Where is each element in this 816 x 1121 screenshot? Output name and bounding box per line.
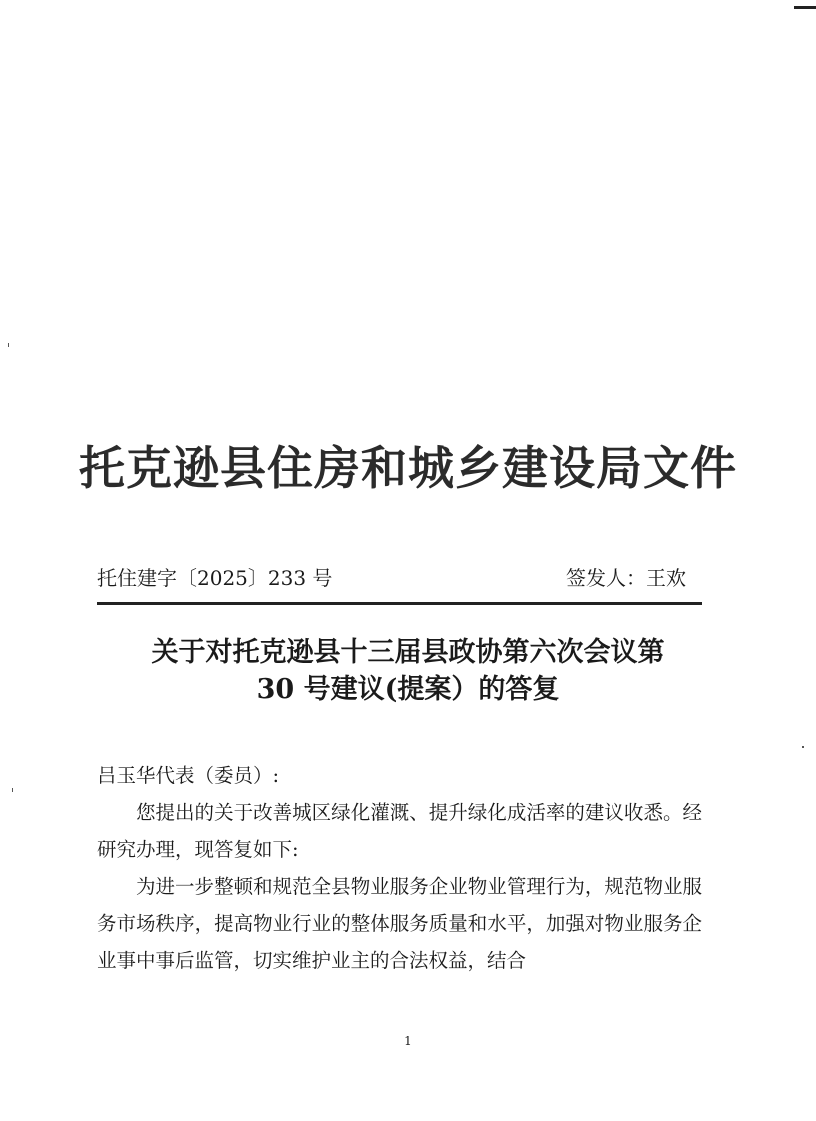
reply-title-line-1: 关于对托克逊县十三届县政协第六次会议第 (151, 637, 665, 668)
document-number: 托住建字〔2025〕233 号 (97, 566, 333, 590)
scan-speck (802, 746, 804, 748)
body-paragraph-1: 您提出的关于改善城区绿化灌溉、提升绿化成活率的建议收悉。经研究办理，现答复如下: (97, 801, 702, 861)
salutation: 吕玉华代表（委员）: (97, 764, 280, 787)
body-paragraph-2: 为进一步整顿和规范全县物业服务企业物业管理行为，规范物业服务市场秩序，提高物业行业的整体服务质量和水平，加强对物业服务企业事中事后监管，切实维护业主的合法权益，结合 (97, 875, 702, 972)
document-body (97, 757, 702, 979)
header-divider (97, 602, 702, 605)
scan-edge-mark (794, 6, 816, 9)
reply-title (0, 634, 816, 708)
issuer-signature: 签发人：王欢 (566, 566, 686, 590)
page-number: 1 (404, 1034, 412, 1048)
document-header-title: 托克逊县住房和城乡建设局文件 (79, 441, 737, 495)
scan-speck (8, 343, 9, 347)
scan-speck (12, 788, 13, 792)
reply-title-line-2: 30 号建议(提案）的答复 (256, 674, 560, 705)
